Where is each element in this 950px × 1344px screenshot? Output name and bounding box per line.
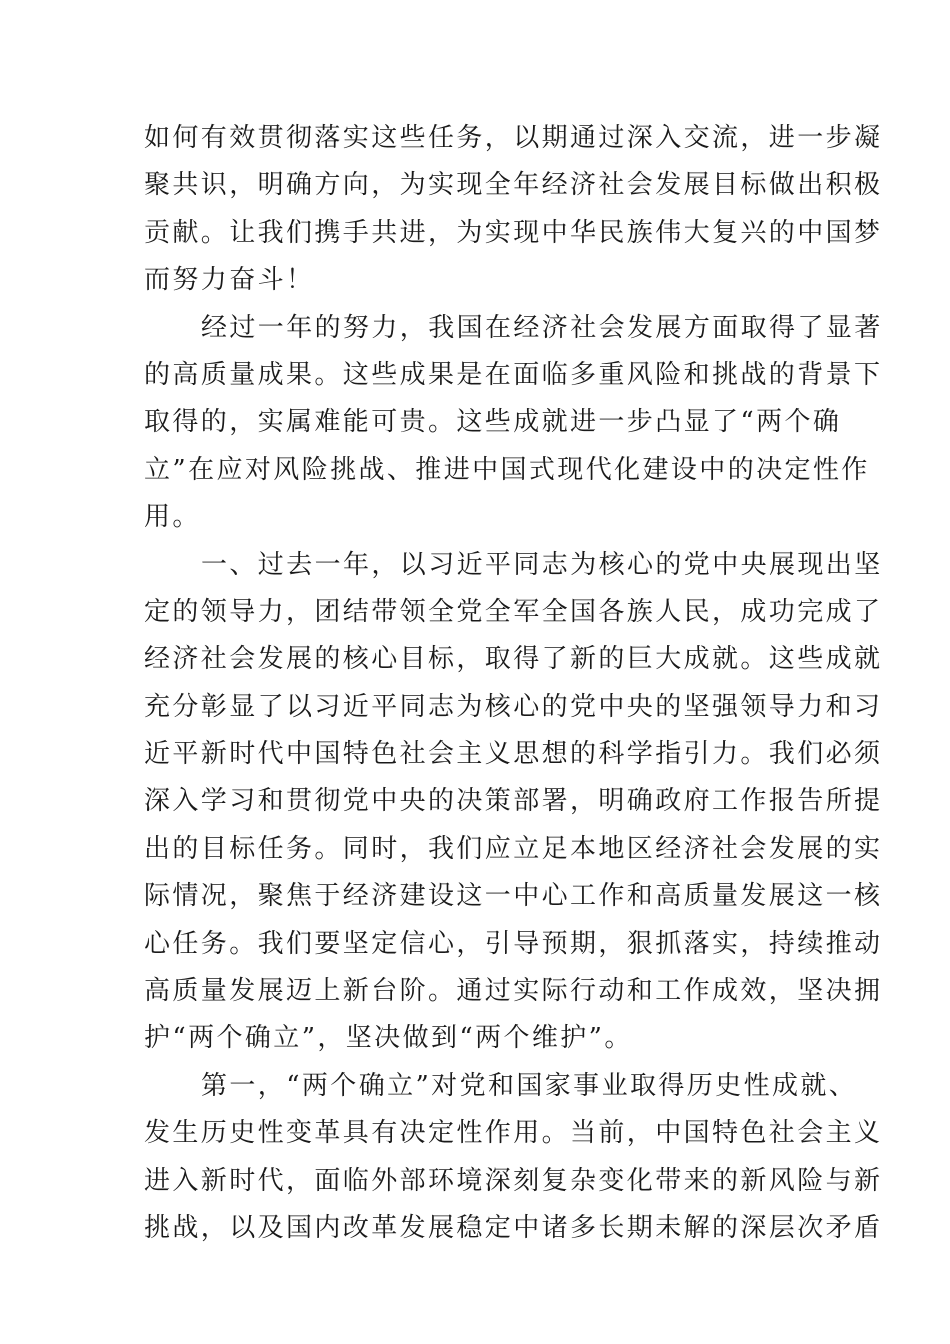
paragraph-1 bbox=[144, 115, 883, 305]
text-line: 近平新时代中国特色社会主义思想的科学指引力。我们必须 bbox=[144, 739, 883, 770]
text-line: 定的领导力，团结带领全党全军全国各族人民，成功完成了 bbox=[144, 596, 883, 627]
text-line: 第一，“两个确立”对党和国家事业取得历史性成就、 bbox=[201, 1070, 858, 1101]
text-line: 挑战，以及国内改革发展稳定中诸多长期未解的深层次矛盾 bbox=[144, 1212, 883, 1243]
text-line: 经济社会发展的核心目标，取得了新的巨大成就。这些成就 bbox=[144, 644, 883, 675]
text-line: 充分彰显了以习近平同志为核心的党中央的坚强领导力和习 bbox=[144, 691, 883, 722]
text-line: 深入学习和贯彻党中央的决策部署，明确政府工作报告所提 bbox=[144, 786, 883, 817]
text-line: 发生历史性变革具有决定性作用。当前，中国特色社会主义 bbox=[144, 1118, 883, 1149]
document-body bbox=[144, 115, 883, 1252]
text-line: 护“两个确立”，坚决做到“两个维护”。 bbox=[144, 1023, 633, 1054]
paragraph-4 bbox=[144, 1063, 883, 1253]
text-line: 一、过去一年，以习近平同志为核心的党中央展现出坚 bbox=[201, 549, 883, 580]
paragraph-3 bbox=[144, 542, 883, 1063]
text-line: 高质量发展迈上新台阶。通过实际行动和工作成效，坚决拥 bbox=[144, 976, 883, 1007]
text-line: 取得的，实属难能可贵。这些成就进一步凸显了“两个确 bbox=[144, 407, 842, 438]
text-line: 如何有效贯彻落实这些任务，以期通过深入交流，进一步凝 bbox=[144, 123, 883, 153]
text-line: 立”在应对风险挑战、推进中国式现代化建设中的决定性作 bbox=[144, 454, 870, 485]
text-line: 的高质量成果。这些成果是在面临多重风险和挑战的背景下 bbox=[144, 359, 883, 390]
text-line: 心任务。我们要坚定信心，引导预期，狠抓落实，持续推动 bbox=[144, 928, 883, 959]
text-line: 用。 bbox=[144, 502, 201, 533]
text-line: 聚共识，明确方向，为实现全年经济社会发展目标做出积极 bbox=[144, 170, 883, 201]
text-line: 贡献。让我们携手共进，为实现中华民族伟大复兴的中国梦 bbox=[144, 217, 883, 248]
text-line: 进入新时代，面临外部环境深刻复杂变化带来的新风险与新 bbox=[144, 1165, 883, 1196]
text-line: 而努力奋斗！ bbox=[144, 265, 315, 296]
text-line: 经过一年的努力，我国在经济社会发展方面取得了显著 bbox=[201, 312, 883, 343]
paragraph-2 bbox=[144, 305, 883, 542]
text-line: 出的目标任务。同时，我们应立足本地区经济社会发展的实 bbox=[144, 833, 883, 864]
text-line: 际情况，聚焦于经济建设这一中心工作和高质量发展这一核 bbox=[144, 881, 883, 912]
